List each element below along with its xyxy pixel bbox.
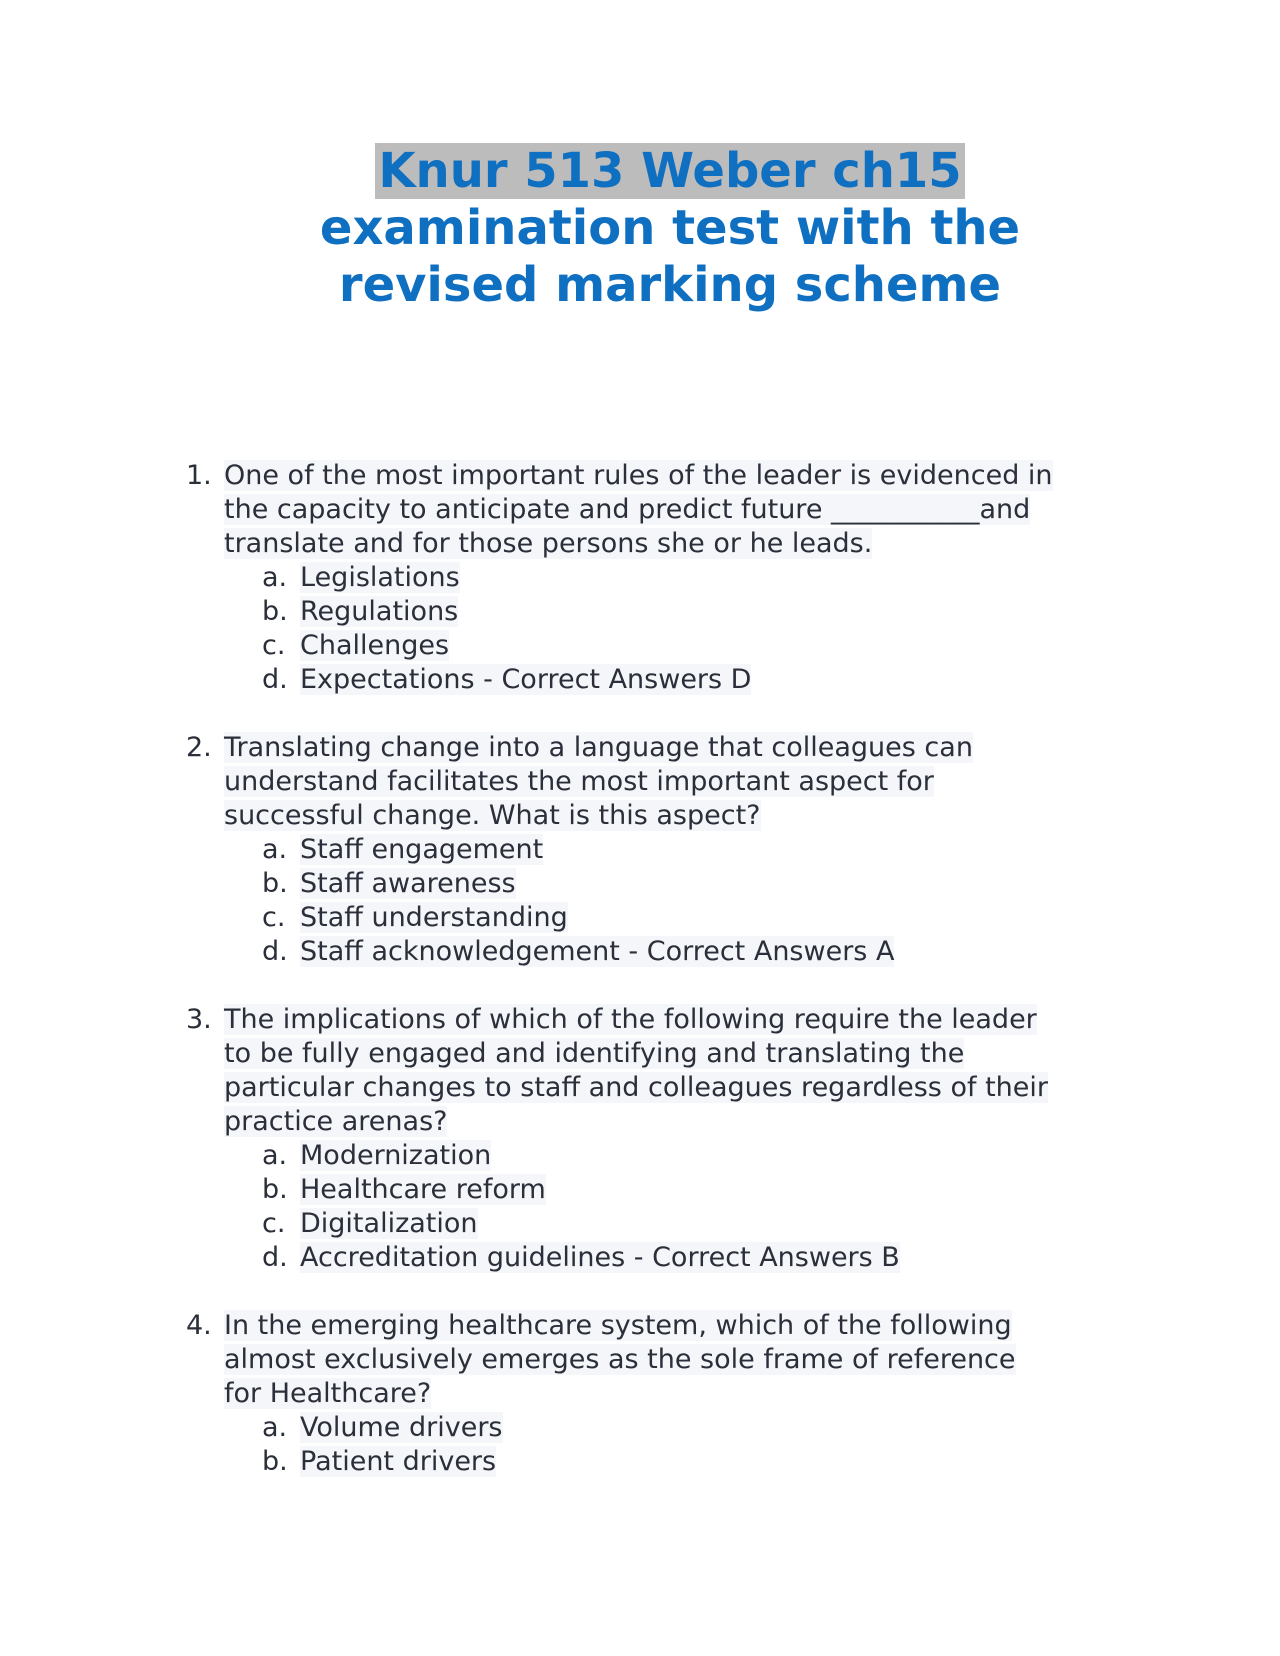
stem-line: to be fully engaged and identifying and translating the — [224, 1038, 965, 1069]
option-a — [262, 561, 1116, 595]
question-stem — [224, 731, 1116, 833]
stem-line: Translating change into a language that colleagues can — [224, 732, 973, 763]
question-stem — [224, 1309, 1116, 1411]
stem-line: particular changes to staff and colleagues regardless of their — [224, 1072, 1048, 1103]
options-list — [262, 833, 1116, 969]
option-letter: a. — [262, 1412, 288, 1443]
option-d — [262, 1241, 1116, 1275]
stem-line: almost exclusively emerges as the sole frame of reference — [224, 1344, 1016, 1375]
option-letter: b. — [262, 1446, 288, 1477]
option-letter: b. — [262, 1174, 288, 1205]
stem-line: In the emerging healthcare system, which of the following — [224, 1310, 1012, 1341]
option-text: Expectations - Correct Answers D — [300, 664, 752, 695]
question-number: 1. — [186, 460, 212, 491]
stem-line: understand facilitates the most important aspect for — [224, 766, 934, 797]
option-text: Staff awareness — [300, 868, 516, 899]
option-b — [262, 867, 1116, 901]
title-highlight: Knur 513 Weber ch15 — [375, 143, 964, 199]
option-text: Legislations — [300, 562, 460, 593]
option-c — [262, 1207, 1116, 1241]
question-number: 3. — [186, 1004, 212, 1035]
option-d — [262, 663, 1116, 697]
option-b — [262, 1173, 1116, 1207]
option-letter: b. — [262, 596, 288, 627]
option-text: Staff acknowledgement - Correct Answers A — [300, 936, 895, 967]
title-line-1 — [0, 143, 1280, 200]
title-line-2: examination test with the — [319, 200, 1021, 256]
option-letter: c. — [262, 1208, 286, 1239]
option-text: Healthcare reform — [300, 1174, 546, 1205]
question-stem — [224, 459, 1116, 561]
stem-line: The implications of which of the following require the leader — [224, 1004, 1037, 1035]
option-text: Accreditation guidelines - Correct Answers B — [300, 1242, 900, 1273]
option-letter: a. — [262, 834, 288, 865]
option-text: Digitalization — [300, 1208, 478, 1239]
option-letter: d. — [262, 936, 288, 967]
option-letter: d. — [262, 664, 288, 695]
option-d — [262, 935, 1116, 969]
option-text: Modernization — [300, 1140, 492, 1171]
option-text: Staff understanding — [300, 902, 568, 933]
option-c — [262, 629, 1116, 663]
question-1 — [186, 459, 1116, 697]
question-3 — [186, 1003, 1116, 1275]
option-b — [262, 595, 1116, 629]
stem-line: translate and for those persons she or he leads. — [224, 528, 873, 559]
stem-line: for Healthcare? — [224, 1378, 432, 1409]
option-letter: a. — [262, 562, 288, 593]
options-list — [262, 1411, 1116, 1479]
stem-line: practice arenas? — [224, 1106, 448, 1137]
option-text: Volume drivers — [300, 1412, 503, 1443]
option-text: Challenges — [300, 630, 450, 661]
stem-line: successful change. What is this aspect? — [224, 800, 761, 831]
question-stem — [224, 1003, 1116, 1139]
option-a — [262, 1411, 1116, 1445]
stem-line: One of the most important rules of the leader is evidenced in — [224, 460, 1053, 491]
option-text: Staff engagement — [300, 834, 544, 865]
title-line-3: revised marking scheme — [338, 257, 1002, 313]
options-list — [262, 1139, 1116, 1275]
option-b — [262, 1445, 1116, 1479]
option-a — [262, 833, 1116, 867]
question-2 — [186, 731, 1116, 969]
question-number: 4. — [186, 1310, 212, 1341]
options-list — [262, 561, 1116, 697]
question-4 — [186, 1309, 1116, 1479]
option-letter: c. — [262, 902, 286, 933]
option-letter: b. — [262, 868, 288, 899]
option-letter: d. — [262, 1242, 288, 1273]
option-c — [262, 901, 1116, 935]
stem-line: the capacity to anticipate and predict future ___________and — [224, 494, 1031, 525]
question-number: 2. — [186, 732, 212, 763]
option-a — [262, 1139, 1116, 1173]
option-text: Regulations — [300, 596, 459, 627]
option-text: Patient drivers — [300, 1446, 497, 1477]
option-letter: a. — [262, 1140, 288, 1171]
document-title — [0, 143, 1280, 314]
option-letter: c. — [262, 630, 286, 661]
